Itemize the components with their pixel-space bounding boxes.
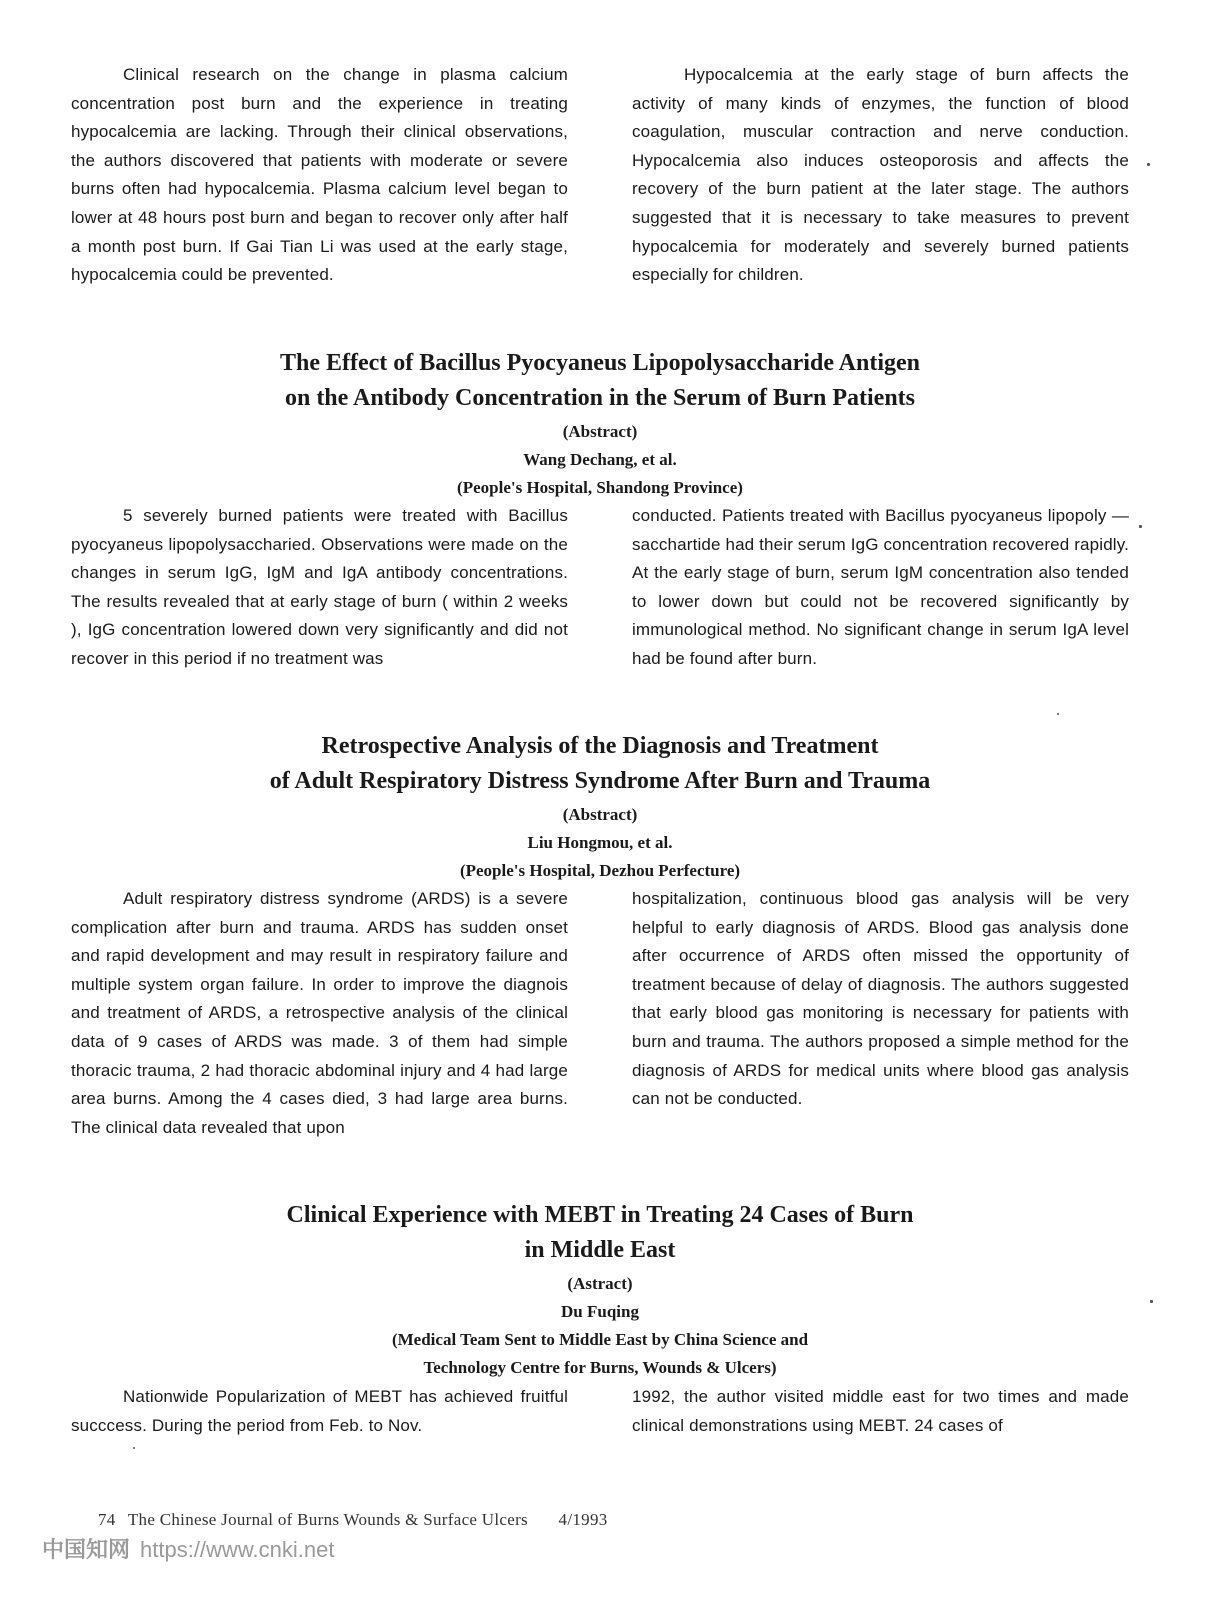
page-footer	[98, 1510, 608, 1530]
watermark-cn-text: 中国知网	[42, 1537, 131, 1562]
article2-title	[71, 729, 1129, 799]
article1-left-column: 5 severely burned patients were treated with Bacillus pyocyaneus lipopolysaccharied. Observations were made on the changes in serum IgG, IgM and IgA antibody concentrations. The results revealed that at early stage of burn ( within 2 weeks ), IgG concentration lowered down very significantly and did not recover in this period if no treatment was	[71, 506, 568, 668]
top-right-column: Hypocalcemia at the early stage of burn affects the activity of many kinds of enzymes, the function of blood coagulation, muscular contraction and nerve conduction. Hypocalcemia also induces osteoporosis and affects the recovery of the burn patient at the later stage. The authors suggested that it is necessary to take measures to prevent hypocalcemia for moderately and severely burned patients especially for children.	[632, 65, 1129, 285]
page-number: 74	[98, 1510, 116, 1529]
article2-label: (Abstract)	[562, 805, 638, 824]
article1-columns	[71, 502, 1129, 674]
scan-speck	[1139, 525, 1142, 528]
article1-title-line2: on the Antibody Concentration in the Serum of Burn Patients	[284, 385, 916, 411]
article1-title	[71, 346, 1129, 416]
article2-author: Liu Hongmou, et al.	[527, 833, 673, 852]
article1-right-column: conducted. Patients treated with Bacillus pyocyaneus lipopoly — sacchartide had their serum IgG concentration recovered rapidly. At the early stage of burn, serum IgM concentration also tended to lower down but could not be recovered significantly by immunological method. No significant change in serum IgA level had be found after burn.	[632, 506, 1129, 668]
article3-left-column: Nationwide Popularization of MEBT has achieved fruitful succcess. During the period from Feb. to Nov.	[71, 1387, 568, 1435]
top-left-column: Clinical research on the change in plasma calcium concentration post burn and the experience in treating hypocalcemia are lacking. Through their clinical observations, the authors discovered that patients with moderate or severe burns often had hypocalcemia. Plasma calcium level began to lower at 48 hours post burn and began to recover only after half a month post burn. If Gai Tian Li was used at the early stage, hypocalcemia could be prevented.	[71, 65, 568, 285]
scan-speck	[1150, 1300, 1153, 1303]
article2-title-line1: Retrospective Analysis of the Diagnosis and Treatment	[321, 733, 879, 759]
cnki-watermark	[42, 1533, 334, 1564]
scan-speck	[1057, 713, 1059, 715]
article3-author: Du Fuqing	[561, 1302, 639, 1321]
article2-affiliation: (People's Hospital, Dezhou Perfecture)	[459, 861, 741, 880]
article2-left-column: Adult respiratory distress syndrome (ARDS) is a severe complication after burn and trauma. ARDS has sudden onset and rapid development and may result in respiratory failure and multiple system organ failure. In order to improve the diagnois and treatment of ARDS, a retrospective analysis of the clinical data of 9 cases of ARDS was made. 3 of them had simple thoracic trauma, 2 had thoracic abdominal injury and 4 had large area burns. Among the 4 cases died, 3 had large area burns. The clinical data revealed that upon	[71, 889, 568, 1137]
article3-right-column: 1992, the author visited middle east for two times and made clinical demonstrations using MEBT. 24 cases of	[632, 1387, 1129, 1435]
journal-name: The Chinese Journal of Burns Wounds & Surface Ulcers	[127, 1510, 528, 1529]
article3-columns	[71, 1383, 1129, 1440]
watermark-url: https://www.cnki.net	[140, 1537, 335, 1562]
article3-title-line1: Clinical Experience with MEBT in Treating 24 Cases of Burn	[286, 1202, 914, 1228]
journal-issue: 4/1993	[558, 1510, 608, 1529]
scan-speck	[133, 1447, 135, 1449]
article2-meta	[71, 801, 1129, 885]
article3-meta	[71, 1270, 1129, 1382]
article2-title-line2: of Adult Respiratory Distress Syndrome After Burn and Trauma	[269, 768, 931, 794]
article3-affiliation-line2: Technology Centre for Burns, Wounds & Ulcers)	[423, 1358, 777, 1377]
article3-title	[71, 1198, 1129, 1268]
article3-title-line2: in Middle East	[524, 1237, 676, 1263]
article1-author: Wang Dechang, et al.	[523, 450, 677, 469]
article1-meta	[71, 418, 1129, 502]
article3-affiliation-line1: (Medical Team Sent to Middle East by China Science and	[391, 1330, 809, 1349]
article3-label: (Astract)	[567, 1274, 633, 1293]
top-section-columns	[71, 61, 1129, 290]
article2-columns	[71, 885, 1129, 1142]
article1-affiliation: (People's Hospital, Shandong Province)	[457, 478, 743, 497]
article1-title-line1: The Effect of Bacillus Pyocyaneus Lipopolysaccharide Antigen	[279, 350, 920, 376]
article1-label: (Abstract)	[562, 422, 638, 441]
article2-right-column: hospitalization, continuous blood gas analysis will be very helpful to early diagnosis of ARDS. Blood gas analysis done after occurrence of ARDS often missed the opportunity of treatment because of delay of diagnosis. The authors suggested that early blood gas monitoring is necessary for patients with burn and trauma. The authors proposed a simple method for the diagnosis of ARDS for medical units where blood gas analysis can not be conducted.	[632, 889, 1129, 1109]
scan-speck	[1147, 163, 1150, 166]
